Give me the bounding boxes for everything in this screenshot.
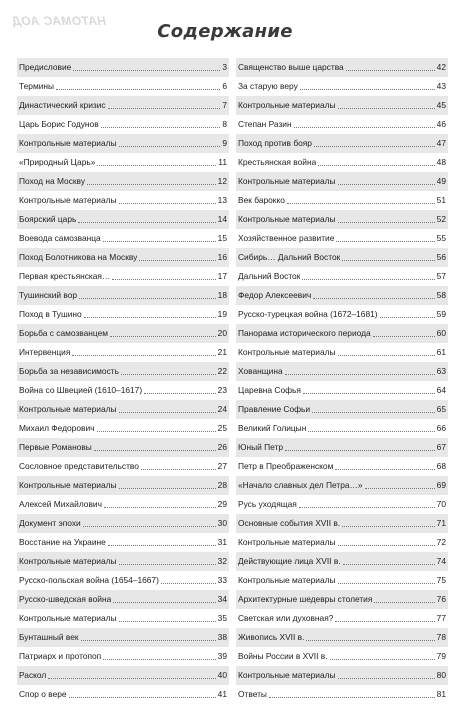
toc-entry-title: Сибирь… Дальний Восток [238,252,341,262]
toc-entry-title: Контрольные материалы [238,176,336,186]
toc-entry-page-number: 23 [217,385,227,395]
toc-entry[interactable] [17,153,229,172]
dot-leader [335,468,434,470]
toc-entry-title: Царевна Софья [238,385,301,395]
toc-entry-page-number: 17 [217,271,227,281]
toc-entry[interactable] [17,495,229,514]
dot-leader [313,297,434,299]
toc-entry[interactable] [236,571,448,590]
toc-entry-title: Контрольные материалы [19,404,117,414]
toc-entry[interactable] [17,248,229,267]
toc-entry-title: Священство выше царства [238,62,344,72]
toc-entry[interactable] [17,58,229,77]
toc-entry[interactable] [236,96,448,115]
dot-leader [103,240,216,242]
dot-leader [302,278,434,280]
toc-entry[interactable] [17,476,229,495]
toc-entry[interactable] [17,438,229,457]
dot-leader [119,620,216,622]
toc-entry-page-number: 49 [436,176,446,186]
toc-entry-page-number: 31 [217,537,227,547]
toc-entry[interactable] [236,305,448,324]
toc-entry-title: Поход на Москву [19,176,86,186]
toc-entry-title: Боярский царь [19,214,77,224]
dot-leader [343,563,435,565]
dot-leader [79,297,216,299]
dot-leader [308,430,434,432]
toc-entry-page-number: 30 [217,518,227,528]
toc-entry-title: Первые Романовы [19,442,92,452]
toc-entry-page-number: 29 [217,499,227,509]
toc-entry-page-number: 25 [217,423,227,433]
toc-entry-page-number: 61 [436,347,446,357]
toc-entry-title: Век барокко [238,195,285,205]
dot-leader [269,696,435,698]
toc-entry[interactable] [236,134,448,153]
dot-leader [144,392,216,394]
toc-entry-title: Контрольные материалы [238,575,336,585]
toc-entry-title: Спор о вере [19,689,67,699]
dot-leader [119,563,216,565]
toc-entry-page-number: 21 [217,347,227,357]
toc-entry-title: Русско-польская война (1654–1667) [19,575,159,585]
toc-entry-title: Воевода самозванца [19,233,101,243]
toc-entry[interactable] [236,476,448,495]
toc-entry-title: Федор Алексеевич [238,290,312,300]
dot-leader [56,88,220,90]
toc-entry[interactable] [17,514,229,533]
toc-entry-page-number: 16 [217,252,227,262]
dot-leader [335,620,434,622]
toc-entry[interactable] [236,115,448,134]
toc-entry-page-number: 9 [222,138,227,148]
toc-entry-page-number: 79 [436,651,446,661]
dot-leader [119,145,221,147]
toc-entry-title: Патриарх и протопоп [19,651,102,661]
toc-entry-page-number: 56 [436,252,446,262]
dot-leader [306,639,434,641]
dot-leader [113,601,215,603]
toc-entry[interactable] [236,457,448,476]
toc-entry-page-number: 77 [436,613,446,623]
toc-entry-title: Династический кризис [19,100,106,110]
toc-entry-page-number: 71 [436,518,446,528]
toc-entry-title: Раскол [19,670,47,680]
toc-entry-title: Поход Болотникова на Москву [19,252,138,262]
toc-entry-title: Ответы [238,689,267,699]
toc-entry-title: Действующие лица XVII в. [238,556,341,566]
toc-entry-title: Контрольные материалы [238,214,336,224]
toc-entry-page-number: 22 [217,366,227,376]
dot-leader [73,69,220,71]
toc-entry-page-number: 68 [436,461,446,471]
dot-leader [101,126,221,128]
dot-leader [119,202,216,204]
toc-entry[interactable] [236,58,448,77]
toc-entry-page-number: 27 [217,461,227,471]
toc-entry-title: Предисловие [19,62,72,72]
toc-entry-title: Сословное представительство [19,461,139,471]
toc-entry[interactable] [236,495,448,514]
toc-entry[interactable] [236,324,448,343]
toc-entry-page-number: 42 [436,62,446,72]
toc-entry-page-number: 6 [222,81,227,91]
dot-leader [139,259,215,261]
toc-entry-title: За старую веру [238,81,298,91]
toc-entry[interactable] [236,267,448,286]
toc-entry-title: Контрольные материалы [238,100,336,110]
dot-leader [338,677,435,679]
dot-leader [83,525,216,527]
toc-entry-page-number: 20 [217,328,227,338]
toc-left-column [17,58,229,704]
toc-entry-page-number: 28 [217,480,227,490]
dot-leader [338,582,435,584]
toc-entry[interactable] [17,590,229,609]
toc-entry[interactable] [17,609,229,628]
toc-entry-title: Русь уходящая [238,499,297,509]
toc-entry-title: Контрольные материалы [238,670,336,680]
dot-leader [72,354,215,356]
dot-leader [81,639,216,641]
toc-entry-title: Война со Швецией (1610–1617) [19,385,143,395]
toc-entry-title: Правление Софьи [238,404,311,414]
toc-entry-page-number: 78 [436,632,446,642]
toc-entry[interactable] [17,666,229,685]
toc-entry-page-number: 81 [436,689,446,699]
toc-entry-title: Хованщина [238,366,283,376]
toc-entry[interactable] [236,286,448,305]
toc-entry-title: Борьба за независимость [19,366,119,376]
toc-entry-page-number: 51 [436,195,446,205]
toc-entry-page-number: 11 [218,157,227,167]
toc-entry[interactable] [17,267,229,286]
toc-entry-title: Панорама исторического периода [238,328,371,338]
toc-entry[interactable] [236,172,448,191]
toc-entry[interactable] [236,685,448,704]
toc-entry-title: Контрольные материалы [19,138,117,148]
toc-entry[interactable] [17,286,229,305]
dot-leader [78,221,215,223]
dot-leader [314,145,435,147]
toc-entry[interactable] [236,153,448,172]
toc-entry-page-number: 43 [436,81,446,91]
toc-entry-page-number: 60 [436,328,446,338]
toc-entry-title: Живопись XVII в. [238,632,305,642]
dot-leader [94,449,216,451]
toc-entry-page-number: 34 [217,594,227,604]
dot-leader [97,430,216,432]
toc-entry[interactable] [236,229,448,248]
toc-entry[interactable] [236,647,448,666]
toc-entry[interactable] [17,229,229,248]
toc-entry-title: Степан Разин [238,119,292,129]
toc-entry-title: Русско-шведская война [19,594,112,604]
toc-entry-title: Хозяйственное развитие [238,233,335,243]
toc-entry[interactable] [236,533,448,552]
toc-entry-title: Восстание на Украине [19,537,106,547]
dot-leader [336,240,434,242]
toc-entry-page-number: 76 [436,594,446,604]
dot-leader [338,354,435,356]
toc-entry[interactable] [236,628,448,647]
toc-entry-page-number: 48 [436,157,446,167]
toc-entry[interactable] [17,191,229,210]
dot-leader [342,525,435,527]
toc-entry-page-number: 40 [217,670,227,680]
dot-leader [318,164,434,166]
toc-entry-page-number: 80 [436,670,446,680]
toc-entry-title: «Природный Царь» [19,157,96,167]
toc-entry-page-number: 26 [217,442,227,452]
toc-entry[interactable] [17,685,229,704]
toc-entry-title: Борьба с самозванцем [19,328,109,338]
toc-entry-page-number: 75 [436,575,446,585]
toc-entry-page-number: 32 [217,556,227,566]
toc-entry-page-number: 69 [436,480,446,490]
toc-entry[interactable] [236,191,448,210]
toc-entry-title: Крестьянская война [238,157,317,167]
toc-entry-title: Архитектурные шедевры столетия [238,594,373,604]
dot-leader [374,601,434,603]
toc-entry-page-number: 15 [217,233,227,243]
toc-right-column [236,58,448,704]
toc-entry-page-number: 72 [436,537,446,547]
toc-entry[interactable] [17,400,229,419]
toc-entry[interactable] [236,514,448,533]
toc-entry[interactable] [236,552,448,571]
toc-entry[interactable] [17,362,229,381]
page-title: Содержание [157,21,293,42]
toc-entry-page-number: 65 [436,404,446,414]
dot-leader [110,335,216,337]
toc-entry-page-number: 74 [436,556,446,566]
toc-entry[interactable] [236,248,448,267]
toc-entry-page-number: 13 [217,195,227,205]
toc-entry[interactable] [17,571,229,590]
dot-leader [119,411,216,413]
dot-leader [342,259,434,261]
toc-entry-page-number: 63 [436,366,446,376]
toc-entry[interactable] [236,343,448,362]
toc-entry[interactable] [236,438,448,457]
toc-entry-page-number: 33 [217,575,227,585]
toc-entry[interactable] [17,419,229,438]
toc-entry-page-number: 7 [222,100,227,110]
toc-entry-page-number: 3 [222,62,227,72]
toc-entry-title: Юный Петр [238,442,284,452]
toc-entry[interactable] [17,96,229,115]
toc-entry[interactable] [236,666,448,685]
dot-leader [330,658,435,660]
toc-entry-title: Контрольные материалы [19,613,117,623]
toc-entry[interactable] [236,77,448,96]
toc-entry[interactable] [236,590,448,609]
dot-leader [338,183,435,185]
toc-entry[interactable] [17,115,229,134]
toc-entry[interactable] [236,362,448,381]
dot-leader [287,202,435,204]
toc-entry[interactable] [236,419,448,438]
toc-entry-page-number: 45 [436,100,446,110]
toc-entry-title: Поход против бояр [238,138,312,148]
toc-entry-title: Дальний Восток [238,271,301,281]
dot-leader [121,373,216,375]
dot-leader [87,183,216,185]
toc-entry-title: Контрольные материалы [19,480,117,490]
toc-entry-title: Русско-турецкая война (1672–1681) [238,309,378,319]
toc-entry-page-number: 19 [217,309,227,319]
dot-leader [312,411,435,413]
toc-entry-page-number: 64 [436,385,446,395]
dot-leader [338,221,435,223]
toc-entry-page-number: 59 [436,309,446,319]
dot-leader [84,316,216,318]
toc-entry-title: Царь Борис Годунов [19,119,99,129]
dot-leader [112,278,215,280]
toc-entry[interactable] [17,172,229,191]
dot-leader [161,582,216,584]
dot-leader [108,544,216,546]
dot-leader [338,107,435,109]
toc-entry-page-number: 47 [436,138,446,148]
dot-leader [104,506,216,508]
toc-entry-title: «Начало славных дел Петра…» [238,480,363,490]
toc-entry-title: Петр в Преображенском [238,461,334,471]
toc-entry-page-number: 14 [217,214,227,224]
toc-entry[interactable] [236,381,448,400]
toc-entry-page-number: 39 [217,651,227,661]
toc-entry[interactable] [236,609,448,628]
dot-leader [141,468,216,470]
dot-leader [346,69,435,71]
toc-entry[interactable] [17,533,229,552]
faint-bleedthrough-text: НАТОМАС АОД [12,14,107,28]
toc-entry-title: Контрольные материалы [19,195,117,205]
toc-entry-page-number: 57 [436,271,446,281]
toc-entry[interactable] [17,552,229,571]
dot-leader [108,107,221,109]
dot-leader [103,658,215,660]
toc-entry-page-number: 41 [217,689,227,699]
toc-entry[interactable] [17,305,229,324]
toc-entry-title: Михаил Федорович [19,423,95,433]
toc-entry-title: Бунташный век [19,632,79,642]
toc-entry-title: Первая крестьянская… [19,271,111,281]
toc-entry-title: Термины [19,81,55,91]
toc-entry[interactable] [17,134,229,153]
dot-leader [299,506,435,508]
toc-entry[interactable] [17,381,229,400]
toc-entry-page-number: 12 [217,176,227,186]
toc-entry-title: Интервенция [19,347,71,357]
toc-entry[interactable] [17,77,229,96]
toc-entry[interactable] [17,628,229,647]
toc-entry-title: Великий Голицын [238,423,307,433]
dot-leader [294,126,435,128]
dot-leader [119,487,216,489]
toc-entry[interactable] [17,324,229,343]
dot-leader [338,544,435,546]
toc-entry-title: Документ эпохи [19,518,81,528]
toc-entry-page-number: 70 [436,499,446,509]
toc-entry[interactable] [17,210,229,229]
toc-entry-page-number: 46 [436,119,446,129]
toc-entry-title: Войны России в XVII в. [238,651,328,661]
toc-entry-page-number: 67 [436,442,446,452]
toc-entry-title: Тушинский вор [19,290,78,300]
toc-entry[interactable] [236,210,448,229]
dot-leader [69,696,216,698]
toc-entry-page-number: 35 [217,613,227,623]
toc-entry-page-number: 55 [436,233,446,243]
toc-entry-page-number: 52 [436,214,446,224]
toc-entry[interactable] [17,343,229,362]
dot-leader [373,335,435,337]
toc-entry-title: Контрольные материалы [238,537,336,547]
toc-entry-page-number: 8 [222,119,227,129]
toc-entry-page-number: 18 [217,290,227,300]
toc-entry-page-number: 66 [436,423,446,433]
toc-entry-page-number: 58 [436,290,446,300]
dot-leader [48,677,215,679]
dot-leader [365,487,435,489]
dot-leader [303,392,435,394]
toc-entry[interactable] [236,400,448,419]
dot-leader [300,88,435,90]
toc-entry-title: Алексей Михайлович [19,499,102,509]
dot-leader [380,316,435,318]
toc-entry-title: Основные события XVII в. [238,518,341,528]
toc-entry-page-number: 24 [217,404,227,414]
toc-entry-page-number: 38 [217,632,227,642]
toc-entry-title: Контрольные материалы [238,347,336,357]
toc-entry-title: Светская или духовная? [238,613,334,623]
toc-entry[interactable] [17,457,229,476]
dot-leader [285,373,435,375]
dot-leader [97,164,216,166]
toc-entry-title: Контрольные материалы [19,556,117,566]
dot-leader [285,449,435,451]
toc-entry-title: Поход в Тушино [19,309,82,319]
toc-entry[interactable] [17,647,229,666]
